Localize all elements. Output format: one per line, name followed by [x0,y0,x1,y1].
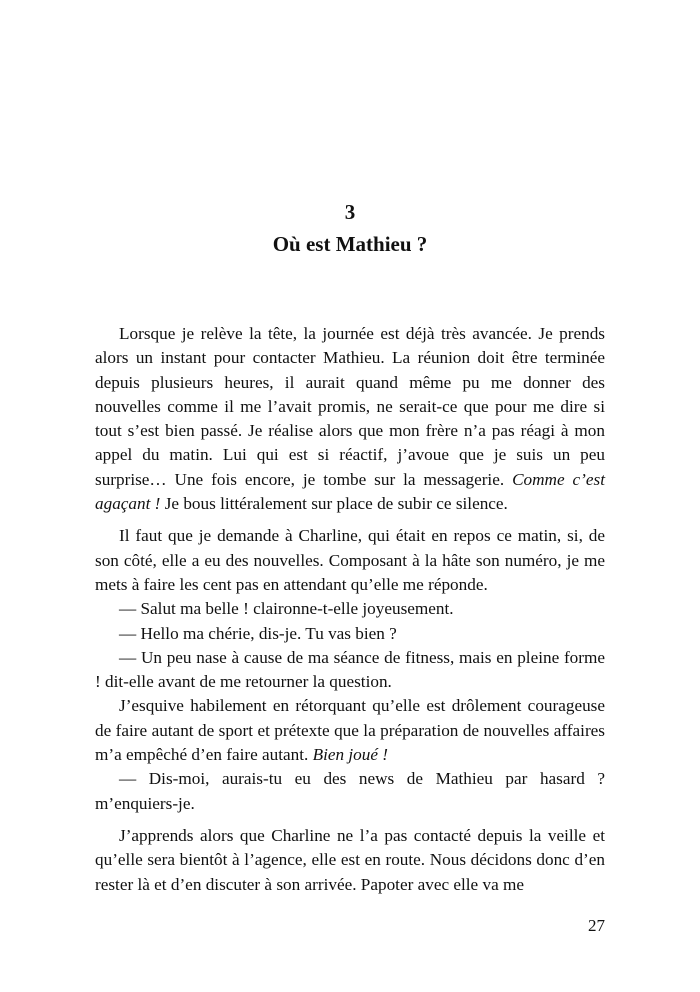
dialogue-line [95,597,605,621]
dialogue-line [95,767,605,816]
paragraph-3 [95,694,605,767]
italic-exclamation: Bien joué ! [312,745,388,765]
paragraph-text: J’esquive habilement en rétorquant qu’elle est drôlement courageuse de faire autant de sport et prétexte que la préparation de nouvelles affaires m’a empêché d’en faire autant. [95,696,605,765]
italic-exclamation: Comme c’est agaçant ! [95,469,605,514]
paragraph-text: J’apprends alors que Charline ne l’a pas contacté depuis la veille et qu’elle sera bientôt à l’agence, elle est en route. Nous décidons donc d’en rester là et d’en discuter à son arrivée. Papoter avec elle va me [95,825,605,894]
paragraph-text: Il faut que je demande à Charline, qui était en repos ce matin, si, de son côté, elle a eu des nouvelles. Composant à la hâte son numéro, je me mets à faire les cent pas en attendant qu’elle me réponde. [95,526,605,594]
paragraph-text: — Un peu nase à cause de ma séance de fitness, mais en pleine forme ! dit-elle avant de me retourner la question. [95,647,605,692]
paragraph-1 [95,322,605,516]
body-text [95,322,605,897]
paragraph-text: Je bous littéralement sur place de subir ce silence. [160,494,508,514]
dialogue-line [95,646,605,695]
paragraph-4 [95,824,605,897]
paragraph-text: Lorsque je relève la tête, la journée est déjà très avancée. Je prends alors un instant pour contacter Mathieu. La réunion doit être terminée depuis plusieurs heures, il aurait quand même pu me donner des nouvelles comme il me l’avait promis, ne serait-ce que pour me dire si tout s’est bien passé. Je réalise alors que mon frère n’a pas réagi à mon appel du matin. Lui qui est si réactif, j’avoue que je suis un peu surprise… Une fois encore, je tombe sur la messagerie. [95,324,605,489]
paragraph-text: — Salut ma belle ! claironne-t-elle joyeusement. [119,599,454,619]
chapter-number: 3 [344,200,356,224]
paragraph-2 [95,524,605,597]
paragraph-text: — Dis-moi, aurais-tu eu des news de Mathieu par hasard ? m’enquiers-je. [95,769,605,813]
chapter-title: Où est Mathieu ? [272,232,428,256]
dialogue-line [95,622,605,646]
paragraph-text: — Hello ma chérie, dis-je. Tu vas bien ? [119,623,397,643]
page-number: 27 [588,916,605,935]
